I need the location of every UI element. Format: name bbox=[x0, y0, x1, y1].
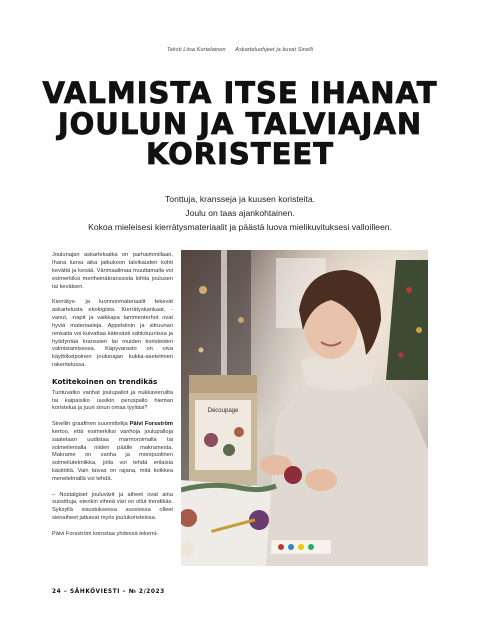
body-paragraph: Tuntuvatko vanhat joulupallot ja nukkavieruilta tai kaipaisiko uusikin peruspallo hieman koristelua ja juuri sinun omaa tyyliäsi? bbox=[52, 389, 173, 412]
body-paragraph: Joulunajan askarteluaika on parhaimmillaan. Ihana luova aika jatkukoon talvikauden kohti kevättä ja kesää. Värimaailmaa muuttamalla voi esimerkiksi meriheinäkranssista lohtia joulusen tai kevätsen. bbox=[52, 252, 173, 290]
title-line-3: KORISTEET bbox=[145, 137, 334, 171]
credit-text-author: Teksti Liisa Kortelainen bbox=[166, 47, 226, 53]
title-line-1: VALMISTA ITSE IHANAT bbox=[42, 76, 438, 110]
article-title bbox=[40, 78, 440, 170]
body-paragraph: – Nostalgiset jouluvärit ja aiheet ovat aina suosittuja, etenkin vihreä väri on ollut trendikäs. Syksyllä sisustuksessa suosiossa olleet sienaiheet jatkavat myös joulukoristeissa. bbox=[52, 491, 173, 522]
body-text: Sinellin graafinen suunnittelija bbox=[52, 420, 130, 427]
person-name: Päivi Forsström bbox=[129, 420, 173, 427]
page-footer: 24 – SÄHKÖVIESTI – № 2/2023 bbox=[52, 589, 165, 595]
body-paragraph: Kierrätys- ja luonnonmateriaalit tekevät askartelusta ekologista. Kierrätyskankaat, -vanut, -napit ja vaikkapa tammenterhot ovat hyviä materiaaleja. Appelsiinin ja sitruunan renkaita voi kuivattaa kätevästi sähköuunissa ja hyödyntää kranssien tai muiden koristeiden valmistamisessa. Käpyvarasto on oiva käyttökelpoinen joulunajan kukka-asetelmien rakentelussa. bbox=[52, 299, 173, 369]
photo-illustration bbox=[181, 250, 428, 566]
article-lead bbox=[40, 192, 440, 234]
box-label: Découpage bbox=[207, 408, 239, 414]
credit-photo-instructions: Askarteluohjeet ja kuvat Sinelli bbox=[235, 47, 314, 53]
body-paragraph: Päivi Forsström korostaa yhdessä tekemi- bbox=[52, 530, 158, 537]
body-column bbox=[52, 252, 173, 546]
lead-line-1: Tonttuja, kransseja ja kuusen koristeita. bbox=[165, 194, 315, 204]
body-text: kertoo, että esimerkiksi vanhoja joulupalloja saatetaan uudistaa marmoroimalla tai solmeilemalla niiden päälle makramesta. Makrame on vanha ja monipuolinen solmeilutekniikka, jolla voi tehdä erilaisia käsitöitä. Vain taivas on rajana, mitä koikkea menetelmällä voi tehdä. bbox=[52, 428, 173, 483]
lead-line-2: Joulu on taas ajankohtainen. bbox=[185, 208, 295, 218]
section-heading: Kotitekoinen on trendikäs bbox=[52, 376, 158, 386]
article-credits bbox=[0, 47, 480, 53]
body-paragraph bbox=[52, 421, 173, 484]
lead-line-3: Kokoa mieleisesi kierrätysmateriaalit ja päästä luova mielikuvituksesi valloilleen. bbox=[88, 222, 392, 232]
title-line-2: JOULUN JA TALVIAJAN bbox=[57, 106, 423, 141]
article-photo bbox=[181, 250, 428, 566]
